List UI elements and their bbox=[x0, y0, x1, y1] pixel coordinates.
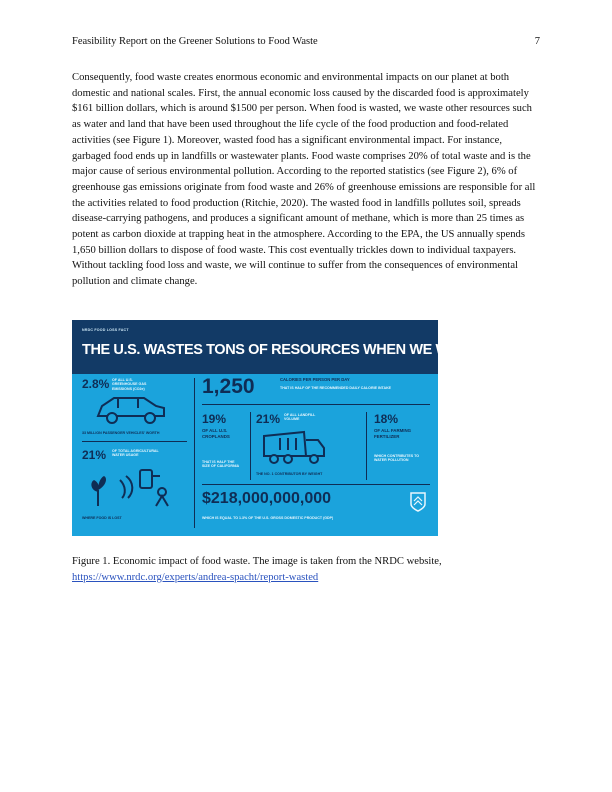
stat-landfill-note: OF ALL LANDFILL VOLUME bbox=[284, 413, 316, 422]
stat-money: $218,000,000,000 bbox=[202, 490, 332, 507]
sprout-icon bbox=[88, 466, 178, 510]
source-link[interactable]: https://www.nrdc.org/experts/andrea-spacht/report-wasted bbox=[72, 571, 319, 583]
stat-calories-sub: THAT IS HALF OF THE RECOMMENDED DAILY CALORIE INTAKE bbox=[280, 386, 392, 390]
infographic-title: THE U.S. WASTES TONS OF RESOURCES WHEN WE WASTE FOOD bbox=[82, 342, 529, 358]
stat-cropland: 19% bbox=[202, 412, 227, 426]
stat-landfill: 21% bbox=[256, 412, 281, 426]
divider bbox=[202, 484, 430, 485]
stat-water: 21% bbox=[82, 448, 107, 462]
garbage-truck-icon bbox=[260, 428, 330, 466]
infographic-figure bbox=[72, 320, 529, 536]
stat-fertilizer-sub: WHICH CONTRIBUTES TO WATER POLLUTION bbox=[374, 454, 420, 463]
stat-calories-note: CALORIES PER PERSON PER DAY bbox=[280, 377, 350, 382]
stat-emissions-note: OF ALL U.S. GREENHOUSE GAS EMISSIONS (CO2e) bbox=[112, 378, 147, 391]
infographic-kicker: NRDC FOOD LOSS FACT bbox=[82, 328, 129, 332]
body-paragraph: Consequently, food waste creates enormous economic and environmental impacts on our planet at both domestic and national scales. First, the annual economic loss caused by the discarded food is approximately $161 billion dollars, which is around $1500 per person. When food is wasted, we waste other resources such as water and land that have been used throughout the life cycle of the food production and food-related activities (see Figure 1). Moreover, wasted food has a significant environmental impact. For instance, garbaged food ends up in landfills or wastewater plants. Food waste comprises 20% of total waste and is the major cause of serious environmental pollution. According to the reported statistics (see Figure 2), 6% of greenhouse gas emissions originate from food waste and 26% of greenhouse emissions are responsible for all the activities related to food production (Ritchie, 2020). The wasted food in landfills pollutes soil, spreads disease-carrying pathogens, and produces a significant amount of methane, which is more than 25 times as potent as carbon dioxide at trapping heat in the atmosphere. According to the EPA, the US annually spends 1,650 billion dollars to dispose of food waste. This cost eventually trickles down to individual taxpayers. Without tackling food loss and waste, we will continue to suffer from the consequences of environmental pollution and climate change. bbox=[72, 72, 536, 288]
car-icon bbox=[94, 392, 168, 426]
stat-money-note: WHICH IS EQUAL TO 1.3% OF THE U.S. GROSS DOMESTIC PRODUCT (GDP) bbox=[202, 516, 334, 520]
stat-emissions-sub: 33 MILLION PASSENGER VEHICLES' WORTH bbox=[82, 431, 160, 435]
stat-emissions: 2.8% bbox=[82, 377, 110, 391]
stat-cropland-sub: THAT IS HALF THE SIZE OF CALIFORNIA bbox=[202, 460, 240, 469]
stat-water-sub: WHERE FOOD IS LOST bbox=[82, 516, 122, 520]
stat-fertilizer: 18% bbox=[374, 412, 399, 426]
nrdc-logo-icon bbox=[410, 492, 426, 512]
page-header bbox=[72, 36, 540, 52]
divider bbox=[366, 412, 367, 480]
stat-fertilizer-note: OF ALL FARMING FERTILIZER bbox=[374, 428, 412, 439]
divider bbox=[250, 412, 251, 480]
stat-water-note: OF TOTAL AGRICULTURAL WATER USAGE bbox=[112, 449, 159, 458]
divider bbox=[202, 404, 430, 405]
running-title: Feasibility Report on the Greener Solutions to Food Waste bbox=[72, 36, 318, 47]
stat-calories: 1,250 bbox=[202, 375, 255, 398]
stat-cropland-note: OF ALL U.S. CROPLANDS bbox=[202, 428, 230, 439]
stat-landfill-sub: THE NO. 1 CONTRIBUTOR BY WEIGHT bbox=[256, 472, 323, 476]
caption-text: Figure 1. Economic impact of food waste. The image is taken from the NRDC website, bbox=[72, 556, 442, 567]
page-number: 7 bbox=[534, 36, 540, 47]
divider bbox=[82, 441, 187, 442]
figure-caption bbox=[72, 554, 542, 585]
divider bbox=[194, 378, 195, 528]
infographic-header bbox=[72, 320, 529, 374]
